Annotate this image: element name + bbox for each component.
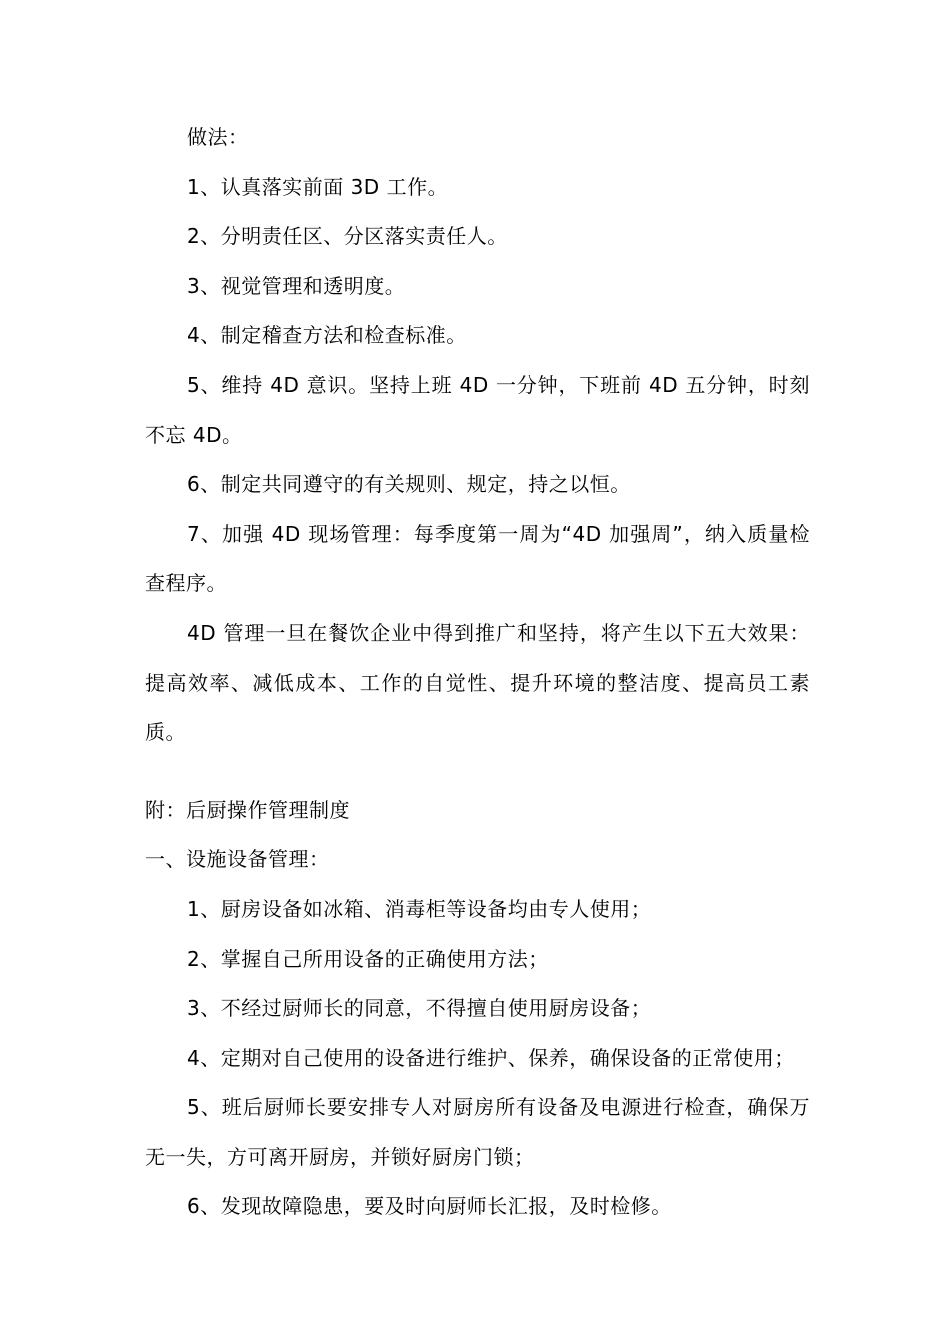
paragraph-item-7: 7、加强 4D 现场管理：每季度第一周为“4D 加强周”，纳入质量检查程序。 <box>145 521 810 596</box>
paragraph-rule-1: 1、厨房设备如冰箱、消毒柜等设备均由专人使用； <box>187 896 652 921</box>
paragraph-rule-4: 4、定期对自己使用的设备进行维护、保养，确保设备的正常使用； <box>187 1045 795 1070</box>
paragraph-rule-2: 2、掌握自己所用设备的正确使用方法； <box>187 946 549 971</box>
paragraph-item-5: 5、维持 4D 意识。坚持上班 4D 一分钟，下班前 4D 五分钟，时刻不忘 4D。 <box>145 372 810 447</box>
appendix-title: 附：后厨操作管理制度 <box>145 797 350 822</box>
paragraph-method-heading: 做法： <box>187 125 249 149</box>
paragraph-item-3: 3、视觉管理和透明度。 <box>187 273 406 298</box>
document-body <box>145 113 810 1232</box>
paragraph-item-6: 6、制定共同遵守的有关规则、规定，持之以恒。 <box>187 472 631 497</box>
paragraph-rule-5: 5、班后厨师长要安排专人对厨房所有设备及电源进行检查，确保万无一失，方可离开厨房，并锁好厨房门锁； <box>145 1095 810 1169</box>
paragraph-summary: 4D 管理一旦在餐饮企业中得到推广和坚持，将产生以下五大效果：提高效率、减低成本、工作的自觉性、提升环境的整洁度、提高员工素质。 <box>145 620 810 745</box>
paragraph-rule-3: 3、不经过厨师长的同意，不得擅自使用厨房设备； <box>187 996 652 1021</box>
paragraph-item-2: 2、分明责任区、分区落实责任人。 <box>187 224 508 249</box>
paragraph-item-1: 1、认真落实前面 3D 工作。 <box>187 174 449 199</box>
section-heading-facilities: 一、设施设备管理： <box>145 847 330 872</box>
paragraph-rule-6: 6、发现故障隐患，要及时向厨师长汇报，及时检修。 <box>187 1194 672 1219</box>
paragraph-item-4: 4、制定稽查方法和检查标准。 <box>187 323 467 348</box>
